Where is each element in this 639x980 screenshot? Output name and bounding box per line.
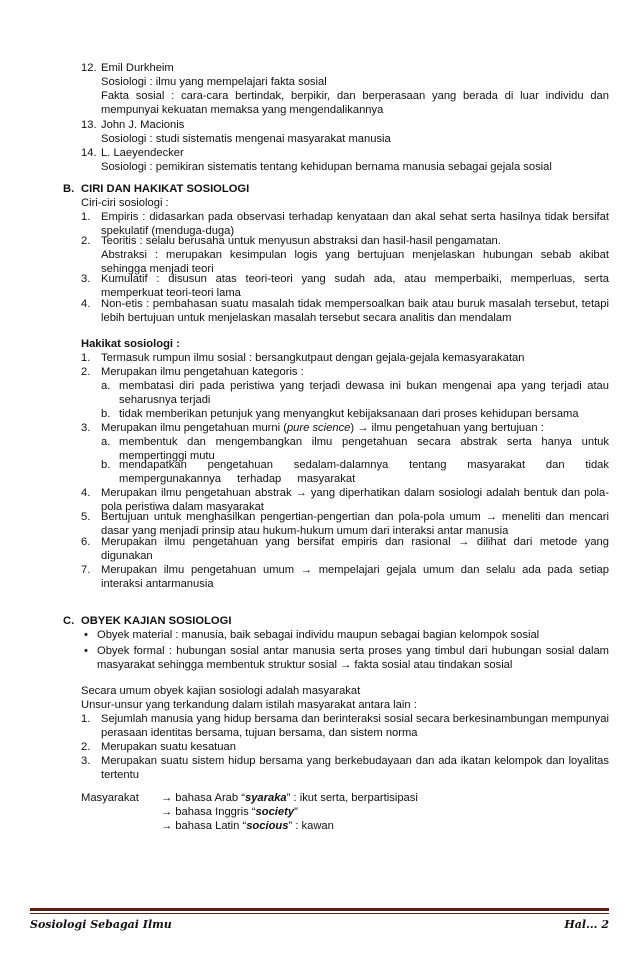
section-title: OBYEK KAJIAN SOSIOLOGI xyxy=(81,615,232,627)
unsur-item: Merupakan suatu sistem hidup bersama yang berkebudayaan dan ada ikatan kelompok dan loyalitas tertentu xyxy=(101,755,609,782)
list-number: 2. xyxy=(81,741,91,753)
etymology-item: → bahasa Latin “socious” : kawan xyxy=(161,820,334,832)
ciri-intro: Ciri-ciri sosiologi : xyxy=(81,197,169,209)
section-title: CIRI DAN HAKIKAT SOSIOLOGI xyxy=(81,183,250,195)
sub-item: mendapatkan pengetahuan sedalam-dalamnya tentang masyarakat dan tidak mempergunakannya terhadap masyarakat xyxy=(119,459,609,486)
bullet-icon: • xyxy=(84,629,88,641)
ciri-item: Non-etis : pembahasan suatu masalah tidak mempersoalkan baik atau buruk masalah tersebut, tetapi lebih bertujuan untuk menjelaskan masalah tersebut secara analitis dan mendalam xyxy=(101,298,609,325)
list-number: 1. xyxy=(81,211,91,223)
list-number: 12. xyxy=(81,62,97,74)
etymology-item: → bahasa Arab “syaraka” : ikut serta, berpartisipasi xyxy=(161,792,418,804)
definition: Sosiologi : ilmu yang mempelajari fakta sosial xyxy=(101,76,327,88)
ciri-item: Empiris : didasarkan pada observasi terhadap kenyataan dan akal sehat serta hasilnya tidak bersifat spekulatif (menduga-duga) xyxy=(101,211,609,238)
sub-item: membentuk dan mengembangkan ilmu pengetahuan secara abstrak serta hanya untuk mempertinggi mutu xyxy=(119,436,609,463)
etymology-item: → bahasa Inggris “society” xyxy=(161,806,298,818)
list-number: 4. xyxy=(81,298,91,310)
sub-letter: b. xyxy=(101,459,111,471)
list-number: 1. xyxy=(81,352,91,364)
hakikat-item: Merupakan ilmu pengetahuan yang bersifat empiris dan rasional → dilihat dari metode yang digunakan xyxy=(101,536,609,563)
list-number: 3. xyxy=(81,755,91,767)
section-letter: C. xyxy=(63,615,75,627)
ciri-item: Kumulatif : disusun atas teori-teori yang sudah ada, atau memperbaiki, memperluas, serta memperkuat teori-teori lama xyxy=(101,273,609,300)
sub-letter: a. xyxy=(101,380,111,392)
list-number: 3. xyxy=(81,273,91,285)
footer-rule xyxy=(30,908,609,911)
ciri-item: Teoritis : selalu berusaha untuk menyusun abstraksi dan hasil-hasil pengamatan. xyxy=(101,235,501,247)
list-number: 14. xyxy=(81,147,97,159)
list-number: 13. xyxy=(81,119,97,131)
unsur-item: Sejumlah manusia yang hidup bersama dan berinteraksi sosial secara berkesinambungan mempunyai perasaan identitas bersama, tujuan bersama, dan sistem norma xyxy=(101,713,609,740)
hakikat-item: Termasuk rumpun ilmu sosial : bersangkutpaut dengan gejala-gejala kemasyarakatan xyxy=(101,352,525,364)
hakikat-item: Merupakan ilmu pengetahuan abstrak → yang diperhatikan dalam sosiologi adalah bentuk dan pola-pola peristiwa dalam masyarakat xyxy=(101,487,609,514)
list-number: 2. xyxy=(81,366,91,378)
footer-rule-thin xyxy=(30,913,609,914)
ciri-item-extra: Abstraksi : merupakan kesimpulan logis yang bertujuan menjelaskan hubungan sebab akibat sehingga menjadi teori xyxy=(101,249,609,276)
list-number: 5. xyxy=(81,511,91,523)
footer-title: Sosiologi Sebagai Ilmu xyxy=(30,918,172,931)
definition: Sosiologi : studi sistematis mengenai masyarakat manusia xyxy=(101,133,391,145)
bullet-item: Obyek formal : hubungan sosial antar manusia serta proses yang timbul dari hubungan sosial dalam masyarakat sehingga membentuk struktur sosial → fakta sosial atau tindakan sosial xyxy=(97,645,609,672)
section-letter: B. xyxy=(63,183,75,195)
hakikat-item: Bertujuan untuk menghasilkan pengertian-pengertian dan pola-pola umum → meneliti dan mencari dasar yang menjadi prinsip atau hukum-hukum umum dari interaksi antar manusia xyxy=(101,511,609,538)
list-number: 4. xyxy=(81,487,91,499)
sub-item: tidak memberikan petunjuk yang menyangkut kebijaksanaan dari proses kehidupan bersama xyxy=(119,408,579,420)
sub-letter: b. xyxy=(101,408,111,420)
hakikat-item: Merupakan ilmu pengetahuan kategoris : xyxy=(101,366,304,378)
person-name: L. Laeyendecker xyxy=(101,147,184,159)
list-number: 6. xyxy=(81,536,91,548)
person-name: Emil Durkheim xyxy=(101,62,174,74)
sub-item: membatasi diri pada peristiwa yang terjadi dewasa ini bukan mengenai apa yang terjadi atau seharusnya terjadi xyxy=(119,380,609,407)
paragraph: Unsur-unsur yang terkandung dalam istilah masyarakat antara lain : xyxy=(81,699,417,711)
list-number: 2. xyxy=(81,235,91,247)
etymology-label: Masyarakat xyxy=(81,792,139,804)
definition: Fakta sosial : cara-cara bertindak, berpikir, dan berperasaan yang berada di luar individu dan mempunyai kekuatan memaksa yang mengendalikannya xyxy=(101,90,609,117)
bullet-item: Obyek material : manusia, baik sebagai individu maupun sebagai bagian kelompok sosial xyxy=(97,629,540,641)
hakikat-item: Merupakan ilmu pengetahuan murni (pure science) → ilmu pengetahuan yang bertujuan : xyxy=(101,422,544,434)
page-number: Hal... 2 xyxy=(564,918,609,931)
unsur-item: Merupakan suatu kesatuan xyxy=(101,741,236,753)
hakikat-item: Merupakan ilmu pengetahuan umum → mempelajari gejala umum dan selalu ada pada setiap interaksi antarmanusia xyxy=(101,564,609,591)
bullet-icon: • xyxy=(84,645,88,657)
hakikat-title: Hakikat sosiologi : xyxy=(81,338,180,350)
person-name: John J. Macionis xyxy=(101,119,185,131)
list-number: 7. xyxy=(81,564,91,576)
paragraph: Secara umum obyek kajian sosiologi adalah masyarakat xyxy=(81,685,361,697)
list-number: 1. xyxy=(81,713,91,725)
list-number: 3. xyxy=(81,422,91,434)
definition: Sosiologi : pemikiran sistematis tentang kehidupan bernama manusia sebagai gejala sosial xyxy=(101,161,552,173)
sub-letter: a. xyxy=(101,436,111,448)
